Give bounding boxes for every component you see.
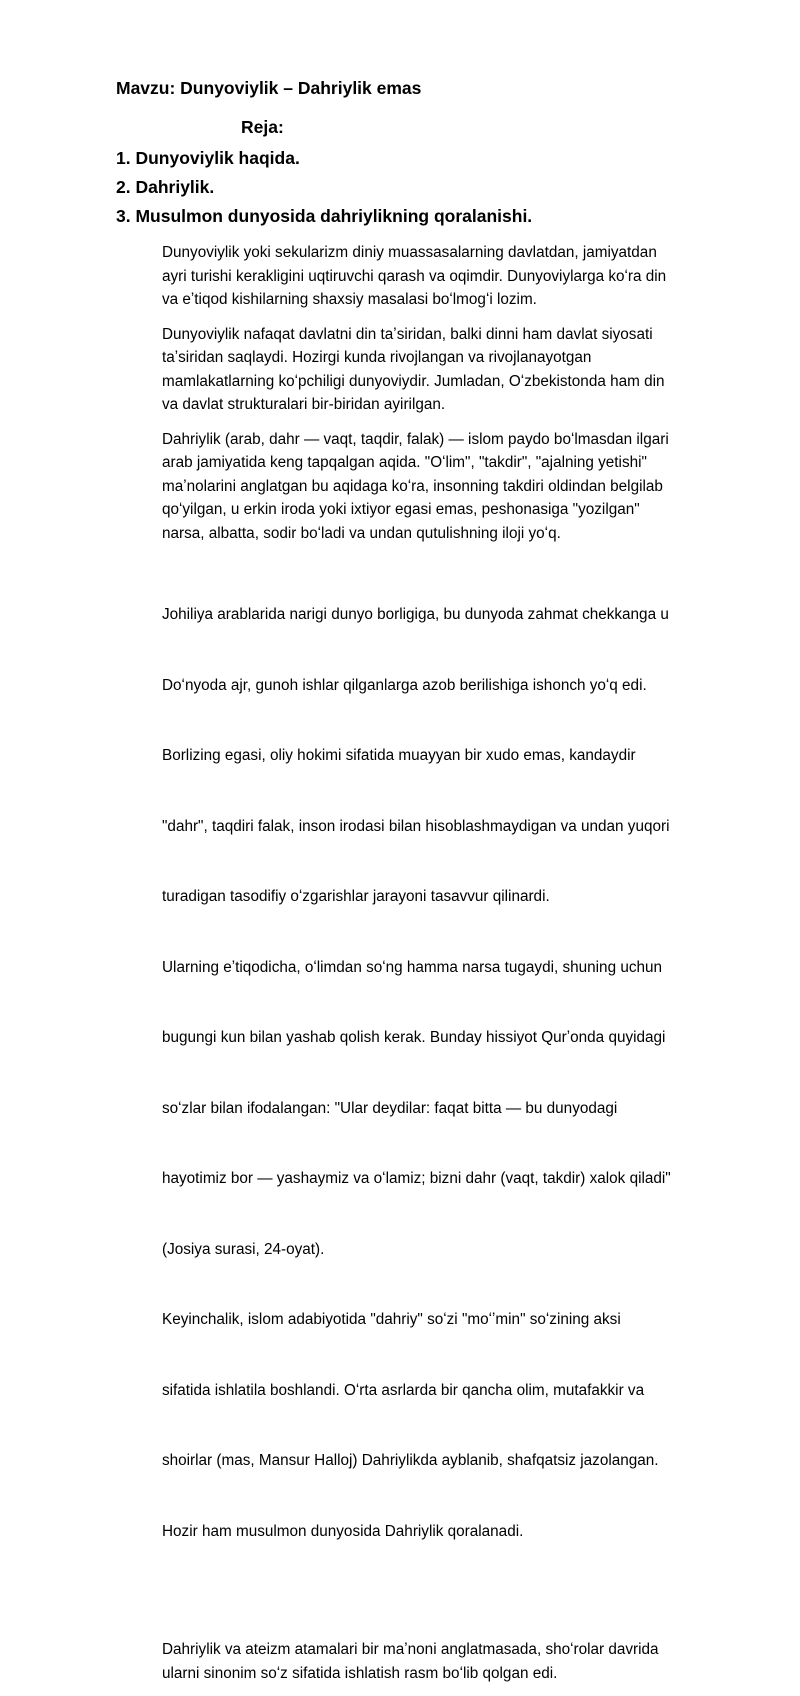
document-body: [162, 241, 742, 1696]
paragraph-line: taʼsiridan saqlaydi. Hozirgi kunda rivojlangan va rivojlanayotgan: [162, 349, 592, 366]
paragraph-line: "dahr", taqdiri falak, inson irodasi bilan hisoblashmaydigan va undan yuqori: [162, 817, 670, 835]
paragraph-line: ularni sinonim soʻz sifatida ishlatish rasm boʻlib qolgan edi.: [162, 1664, 558, 1682]
paragraph-line: Johiliya arablarida narigi dunyo borligiga, bu dunyoda zahmat chekkanga u: [162, 606, 669, 623]
paragraph-1: [162, 241, 742, 312]
paragraph-line: arab jamiyatida keng tapqalgan aqida. "Oʻlim", "takdir", "ajalning yetishi": [162, 454, 647, 471]
plan-item-2: 2. Dahriylik.: [116, 177, 215, 197]
paragraph-line: bugungi kun bilan yashab qolish kerak. Bunday hissiyot Qurʼonda quyidagi: [162, 1029, 666, 1046]
paragraph-line: maʼnolarini anglatgan bu aqidaga koʻra, insonning takdiri oldindan belgilab: [162, 477, 663, 495]
paragraph-line: ayri turishi kerakligini uqtiruvchi qarash va oqimdir. Dunyoviylarga koʻra din: [162, 267, 667, 285]
plan-item-1: 1. Dunyoviylik haqida.: [116, 148, 300, 168]
paragraph-line: hayotimiz bor — yashaymiz va oʻlamiz; bizni dahr (vaqt, takdir) xalok qiladi": [162, 1170, 671, 1187]
paragraph-line: Doʻnyoda ajr, gunoh ishlar qilganlarga azob berilishiga ishonch yoʻq edi.: [162, 676, 647, 694]
plan-heading: Reja:: [241, 117, 284, 137]
paragraph-line: Keyinchalik, islom adabiyotida "dahriy" soʻzi "moʻʼmin" soʻzining aksi: [162, 1311, 621, 1328]
paragraph-2: [162, 323, 742, 417]
paragraph-line: narsa, albatta, sodir boʻladi va undan qutulishning iloji yoʻq.: [162, 524, 561, 542]
paragraph-line: Dunyoviylik nafaqat davlatni din taʼsiridan, balki dinni ham davlat siyosati: [162, 325, 653, 343]
paragraph-line: va davlat strukturalari bir-biridan ayirilgan.: [162, 396, 446, 413]
paragraph-line: Dahriylik va ateizm atamalari bir maʼnoni anglatmasada, shoʻrolar davrida: [162, 1641, 659, 1658]
paragraph-line: sifatida ishlatila boshlandi. Oʻrta asrlarda bir qancha olim, mutafakkir va: [162, 1381, 645, 1399]
plan-item-3: 3. Musulmon dunyosida dahriylikning qoralanishi.: [116, 206, 533, 226]
paragraph-line: Borlizing egasi, oliy hokimi sifatida muayyan bir xudo emas, kandaydir: [162, 747, 636, 764]
paragraph-line: shoirlar (mas, Mansur Halloj) Dahriylikda ayblanib, shafqatsiz jazolangan.: [162, 1452, 659, 1469]
paragraph-line: mamlakatlarning koʻpchiligi dunyoviydir. Jumladan, Oʻzbekistonda ham din: [162, 372, 665, 390]
paragraph-line: va eʼtiqod kishilarning shaxsiy masalasi boʻlmogʻi lozim.: [162, 291, 537, 308]
blank-space: [162, 1601, 742, 1638]
plan-list: [116, 146, 532, 233]
paragraph-line: Ularning eʼtiqodicha, oʻlimdan soʻng hamma narsa tugaydi, shuning uchun: [162, 958, 663, 976]
paragraph-line: Dunyoviylik yoki sekularizm diniy muassasalarning davlatdan, jamiyatdan: [162, 244, 657, 261]
paragraph-3: [162, 428, 742, 546]
paragraph-line: turadigan tasodifiy oʻzgarishlar jarayoni tasavvur qilinardi.: [162, 888, 550, 905]
paragraph-line: Dahriylik (arab, dahr — vaqt, taqdir, falak) — islom paydo boʻlmasdan ilgari: [162, 430, 669, 448]
paragraph-line: Hozir ham musulmon dunyosida Dahriylik qoralanadi.: [162, 1522, 524, 1540]
paragraph-line: (Josiya surasi, 24-oyat).: [162, 1240, 325, 1258]
document-title: Mavzu: Dunyoviylik – Dahriylik emas: [116, 78, 422, 98]
paragraph-5: [162, 1638, 742, 1685]
paragraph-4: [162, 556, 742, 1590]
paragraph-line: qoʻyilgan, u erkin iroda yoki ixtiyor egasi emas, peshonasiga "yozilgan": [162, 501, 640, 518]
paragraph-line: soʻzlar bilan ifodalangan: "Ular deydilar: faqat bitta — bu dunyodagi: [162, 1099, 618, 1117]
